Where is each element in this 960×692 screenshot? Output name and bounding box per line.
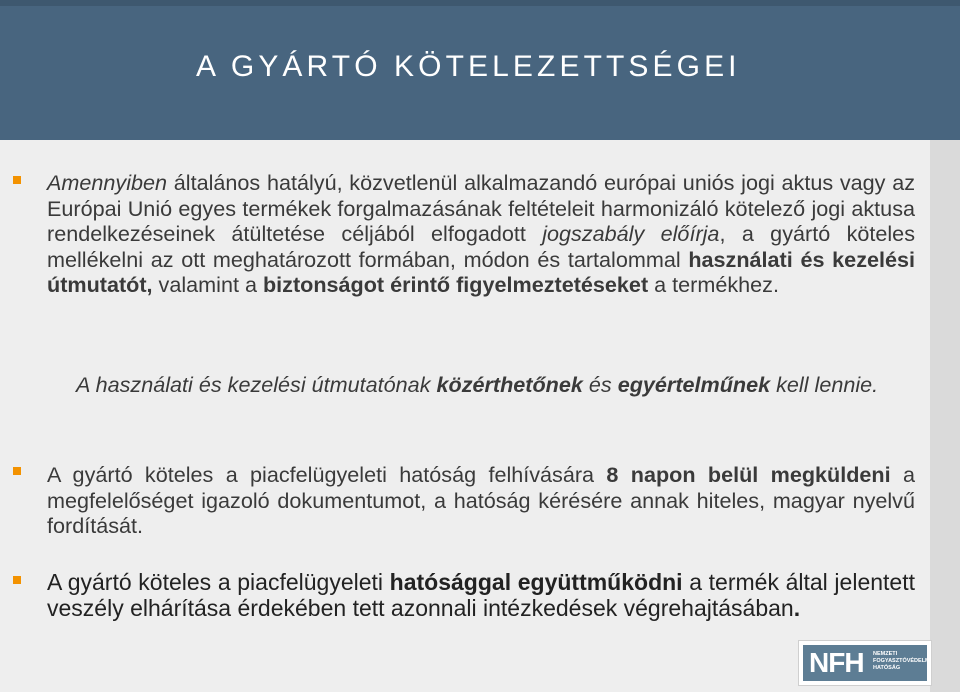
bold-text-run: közérthetőnek [436, 372, 583, 397]
bold-text-run: egyértelműnek [617, 372, 771, 397]
paragraph-manual-requirement [47, 170, 915, 298]
text-run: A gyártó köteles a piacfelügyeleti hatóság felhívására [47, 462, 607, 487]
nfh-logo-text [873, 651, 932, 672]
nfh-logo-mark: NFH [809, 647, 864, 678]
italic-text-run: Amennyiben [47, 170, 168, 195]
text-run: valamint a [152, 272, 263, 298]
slide-title: A GYÁRTÓ KÖTELEZETTSÉGEI [196, 50, 741, 83]
paragraph-authority-cooperation [47, 569, 915, 621]
text-run: , a gyártó köteles mellékelni az ott meghatározott formában, módon és tartalommal [47, 221, 915, 272]
text-run: A használati és kezelési útmutatónak [76, 372, 437, 397]
text-run: kell lennie. [770, 372, 879, 397]
bullet-square-icon [13, 176, 21, 184]
right-decorative-strip [930, 140, 960, 692]
text-run: a termékhez. [648, 272, 779, 298]
text-run: a megfelelőséget igazoló dokumentumot, a hatóság kérésére annak hiteles, magyar nyelvű fordítását. [47, 462, 915, 539]
title-band [0, 0, 960, 140]
nfh-logo-line: NEMZETI [873, 651, 898, 657]
bold-text-run: . [793, 595, 801, 621]
text-run: A gyártó köteles a piacfelügyeleti [47, 569, 390, 595]
text-run: és [582, 372, 618, 397]
nfh-logo-panel [803, 645, 932, 681]
text-run: a termék által jelentett veszély elhárítása érdekében tett azonnali intézkedések végrehajtásában [47, 569, 915, 621]
bold-text-run: hatósággal együttműködni [389, 569, 683, 595]
bullet-square-icon [13, 576, 21, 584]
bullet-square-icon [13, 467, 21, 475]
bold-text-run: biztonságot érintő figyelmeztetéseket [262, 272, 649, 298]
paragraph-document-submission [47, 462, 915, 539]
text-run: általános hatályú, közvetlenül alkalmazandó európai uniós jogi aktus vagy az Európai Unió egyes termékek forgalmazásának feltételeit harmonizáló kötelező jogi aktusa rendelkezéseinek átültetése céljából elfogadott [47, 170, 915, 247]
bold-text-run: 8 napon belül megküldeni [606, 462, 891, 487]
nfh-logo-line: HATÓSÁG [873, 665, 901, 671]
bold-text-run: használati és kezelési útmutatót, [47, 246, 916, 298]
italic-text-run: jogszabály előírja [542, 221, 720, 247]
paragraph-manual-clarity [76, 372, 915, 398]
nfh-logo-line: FOGYASZTÓVÉDELMI [873, 658, 932, 664]
nfh-logo [798, 640, 932, 686]
